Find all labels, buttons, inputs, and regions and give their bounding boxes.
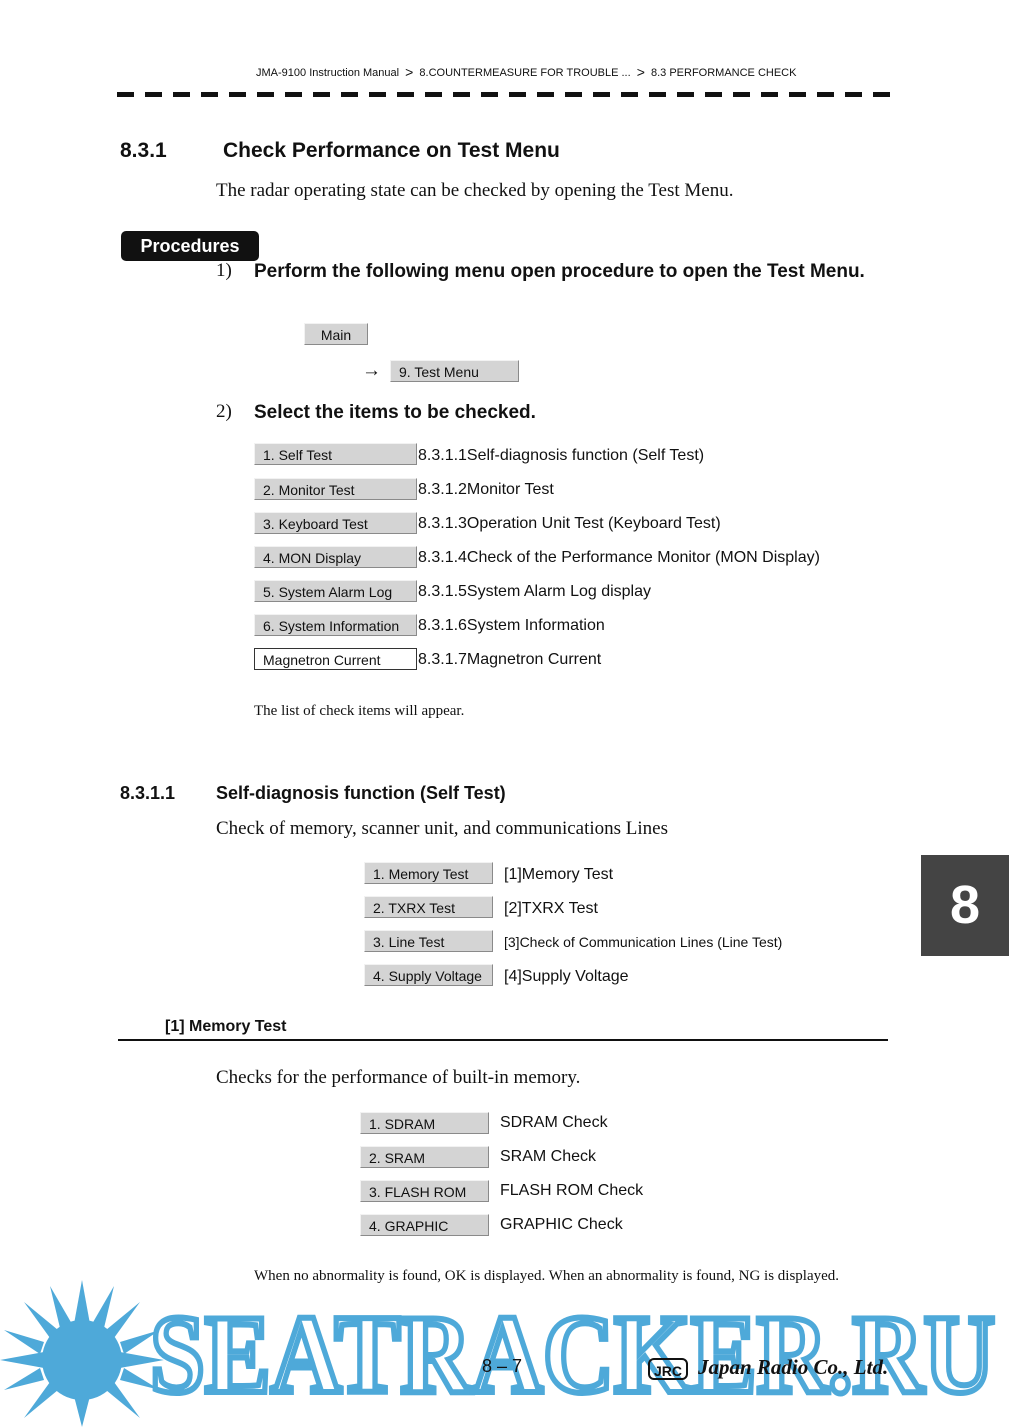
breadcrumb-separator: > [636, 64, 645, 80]
step-2-number: 2) [216, 401, 232, 422]
txrx-test-link[interactable]: [2]TXRX Test [504, 900, 598, 917]
company-name: Japan Radio Co., Ltd. [698, 1355, 889, 1379]
magnetron-current-button[interactable]: Magnetron Current [254, 648, 417, 670]
monitor-test-link[interactable]: 8.3.1.2Monitor Test [418, 481, 554, 498]
section-number: 8.3.1 [120, 139, 167, 162]
sram-button[interactable]: 2. SRAM [360, 1146, 489, 1168]
memory-intro: Checks for the performance of built-in memory. [216, 1067, 581, 1088]
watermark-graphic [0, 1280, 1009, 1427]
mon-display-button[interactable]: 4. MON Display [254, 546, 417, 568]
system-information-button[interactable]: 6. System Information [254, 614, 417, 636]
self-test-link[interactable]: 8.3.1.1Self-diagnosis function (Self Test) [418, 447, 705, 464]
breadcrumb-chapter[interactable]: 8.COUNTERMEASURE FOR TROUBLE ... [419, 67, 631, 79]
test-menu-button[interactable]: 9. Test Menu [390, 360, 519, 382]
memory-result-note: When no abnormality is found, OK is displayed. When an abnormality is found, NG is displayed. [254, 1268, 840, 1284]
txrx-test-button[interactable]: 2. TXRX Test [364, 896, 493, 918]
arrow-icon: → [362, 360, 381, 381]
keyboard-test-button[interactable]: 3. Keyboard Test [254, 512, 417, 534]
memory-test-button[interactable]: 1. Memory Test [364, 862, 493, 884]
breadcrumb [256, 63, 796, 79]
main-menu-button[interactable]: Main [304, 323, 368, 345]
step-1-number: 1) [216, 260, 232, 281]
system-alarm-log-link[interactable]: 8.3.1.5System Alarm Log display [418, 583, 652, 600]
subsection-intro: Check of memory, scanner unit, and communications Lines [216, 818, 669, 839]
section-title: Check Performance on Test Menu [223, 139, 560, 162]
self-test-button[interactable]: 1. Self Test [254, 443, 417, 465]
subsection-number: 8.3.1.1 [120, 783, 176, 803]
page-number: 8 – 7 [482, 1356, 523, 1376]
subsection-title: Self-diagnosis function (Self Test) [216, 783, 506, 803]
graphic-check-label: GRAPHIC Check [500, 1216, 623, 1233]
breadcrumb-manual[interactable]: JMA-9100 Instruction Manual [256, 67, 400, 79]
procedures-badge: Procedures [121, 231, 259, 261]
sdram-check-label: SDRAM Check [500, 1114, 608, 1131]
memory-test-link[interactable]: [1]Memory Test [504, 866, 614, 883]
breadcrumb-separator: > [405, 64, 414, 80]
sram-check-label: SRAM Check [500, 1148, 597, 1165]
line-test-link[interactable]: [3]Check of Communication Lines (Line Test) [504, 934, 783, 950]
watermark-text: SEATRACKER.RU [150, 1293, 995, 1417]
supply-voltage-button[interactable]: 4. Supply Voltage [364, 964, 493, 986]
system-information-link[interactable]: 8.3.1.6System Information [418, 617, 605, 634]
monitor-test-button[interactable]: 2. Monitor Test [254, 478, 417, 500]
memory-heading-rule [118, 1039, 888, 1041]
keyboard-test-link[interactable]: 8.3.1.3Operation Unit Test (Keyboard Test) [418, 515, 721, 532]
breadcrumb-section[interactable]: 8.3 PERFORMANCE CHECK [650, 67, 797, 79]
result-note: The list of check items will appear. [254, 703, 465, 719]
jrc-logo: JRC [648, 1358, 688, 1380]
section-intro: The radar operating state can be checked by opening the Test Menu. [216, 180, 734, 201]
step-2-text: Select the items to be checked. [254, 402, 536, 423]
line-test-button[interactable]: 3. Line Test [364, 930, 493, 952]
supply-voltage-link[interactable]: [4]Supply Voltage [504, 968, 629, 985]
header-dashed-divider [117, 92, 892, 97]
graphic-button[interactable]: 4. GRAPHIC [360, 1214, 489, 1236]
sun-burst-icon [0, 1280, 164, 1427]
magnetron-current-link[interactable]: 8.3.1.7Magnetron Current [418, 651, 602, 668]
chapter-tab: 8 [921, 855, 1009, 956]
flash-rom-check-label: FLASH ROM Check [500, 1182, 644, 1199]
flash-rom-button[interactable]: 3. FLASH ROM [360, 1180, 489, 1202]
sdram-button[interactable]: 1. SDRAM [360, 1112, 489, 1134]
memory-test-heading: [1] Memory Test [165, 1018, 287, 1035]
step-1-text: Perform the following menu open procedure to open the Test Menu. [254, 261, 865, 282]
system-alarm-log-button[interactable]: 5. System Alarm Log [254, 580, 417, 602]
mon-display-link[interactable]: 8.3.1.4Check of the Performance Monitor (MON Display) [418, 549, 820, 566]
